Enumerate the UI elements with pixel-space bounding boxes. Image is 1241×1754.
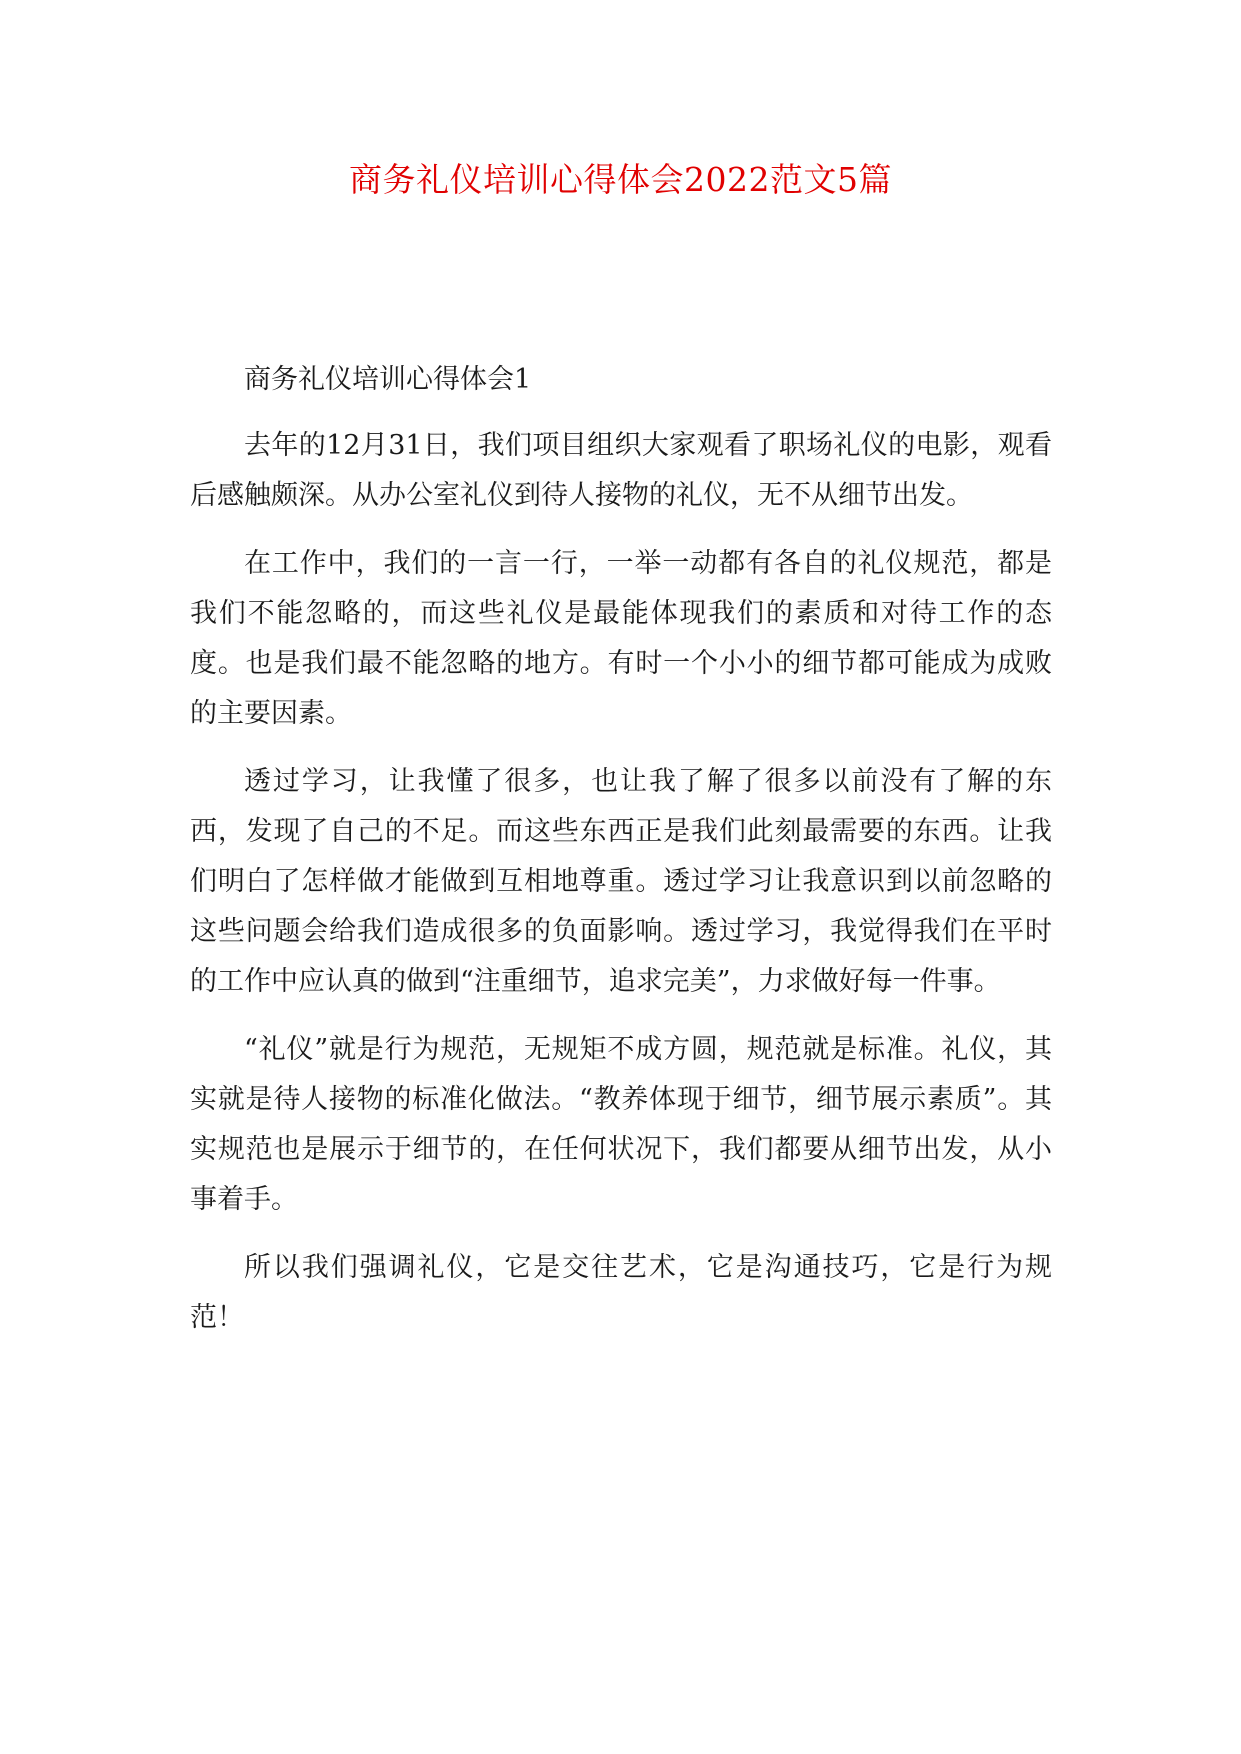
paragraph: 去年的12月31日，我们项目组织大家观看了职场礼仪的电影，观看后感触颇深。从办公室礼仪到待人接物的礼仪，无不从细节出发。 (190, 430, 1052, 511)
document-title: 商务礼仪培训心得体会2022范文5篇 (349, 160, 892, 199)
document-body (190, 355, 1052, 1361)
paragraph: 透过学习，让我懂了很多，也让我了解了很多以前没有了解的东西，发现了自己的不足。而这些东西正是我们此刻最需要的东西。让我们明白了怎样做才能做到互相地尊重。透过学习让我意识到以前忽略的这些问题会给我们造成很多的负面影响。透过学习，我觉得我们在平时的工作中应认真的做到“注重细节，追求完美”，力求做好每一件事。 (190, 766, 1052, 997)
paragraph: 所以我们强调礼仪，它是交往艺术，它是沟通技巧，它是行为规范！ (190, 1252, 1052, 1333)
paragraph: 在工作中，我们的一言一行，一举一动都有各自的礼仪规范，都是我们不能忽略的，而这些礼仪是最能体现我们的素质和对待工作的态度。也是我们最不能忽略的地方。有时一个小小的细节都可能成为成败的主要因素。 (190, 548, 1052, 729)
paragraph: “礼仪”就是行为规范，无规矩不成方圆，规范就是标准。礼仪，其实就是待人接物的标准化做法。“教养体现于细节，细节展示素质”。其实规范也是展示于细节的，在任何状况下，我们都要从细节出发，从小事着手。 (190, 1034, 1052, 1215)
section-heading: 商务礼仪培训心得体会1 (244, 364, 532, 395)
